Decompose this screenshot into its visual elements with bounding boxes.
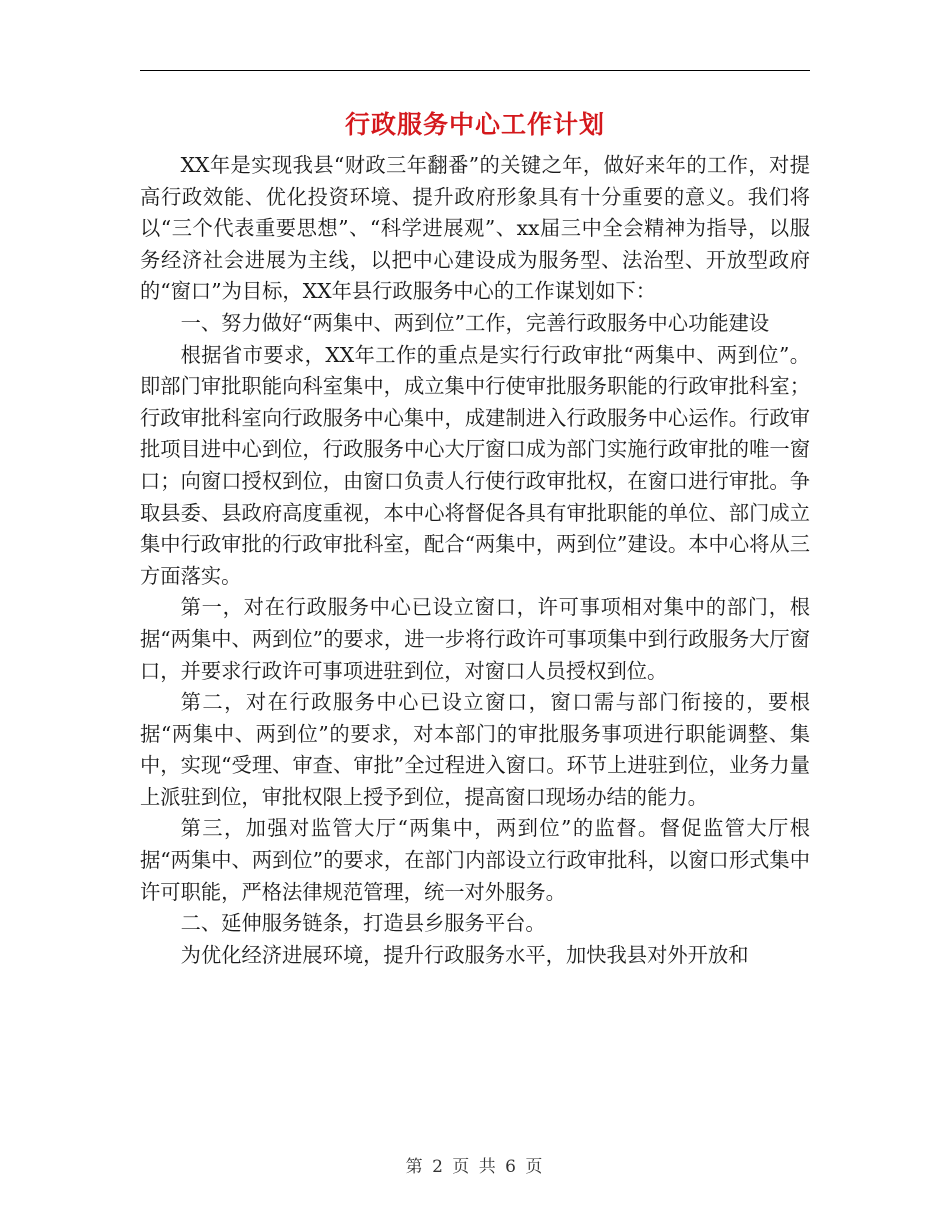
paragraph-requirements: 根据省市要求，XX年工作的重点是实行行政审批“两集中、两到位”。即部门审批职能向科室集中，成立集中行使审批服务职能的行政审批科室；行政审批科室向行政服务中心集中，成建制进入行政服务中心运作。行政审批项目进中心到位，行政服务中心大厅窗口成为部门实施行政审批的唯一窗口；向窗口授权到位，由窗口负责人行使行政审批权，在窗口进行审批。争取县委、县政府高度重视，本中心将督促各具有审批职能的单位、部门成立集中行政审批的行政审批科室，配合“两集中，两到位”建设。本中心将从三方面落实。 [140,342,810,588]
paragraph-third-point: 第三，加强对监管大厅“两集中，两到位”的监督。督促监管大厅根据“两集中、两到位”的要求，在部门内部设立行政审批科，以窗口形式集中许可职能，严格法律规范管理，统一对外服务。 [140,816,810,904]
header-rule [140,70,810,71]
section-heading-2: 二、延伸服务链条，打造县乡服务平台。 [180,911,546,936]
document-title: 行政服务中心工作计划 [344,110,605,139]
section-heading-1: 一、努力做好“两集中、两到位”工作，完善行政服务中心功能建设 [180,310,770,335]
paragraph-first-point: 第一，对在行政服务中心已设立窗口，许可事项相对集中的部门，根据“两集中、两到位”的要求，进一步将行政许可事项集中到行政服务大厅窗口，并要求行政许可事项进驻到位，对窗口人员授权到位。 [140,595,810,683]
page-number: 第 2 页 共 6 页 [405,1157,545,1177]
paragraph-service-chain: 为优化经济进展环境，提升行政服务水平，加快我县对外开放和 [180,942,749,967]
document-body [140,150,810,971]
paragraph-second-point: 第二，对在行政服务中心已设立窗口，窗口需与部门衔接的，要根据“两集中、两到位”的要求，对本部门的审批服务事项进行职能调整、集中，实现“受理、审查、审批”全过程进入窗口。环节上进驻到位，业务力量上派驻到位，审批权限上授予到位，提高窗口现场办结的能力。 [140,690,810,809]
paragraph-intro: XX年是实现我县“财政三年翻番”的关键之年，做好来年的工作，对提高行政效能、优化投资环境、提升政府形象具有十分重要的意义。我们将以“三个代表重要思想”、“科学进展观”、xx届三中全会精神为指导，以服务经济社会进展为主线，以把中心建设成为服务型、法治型、开放型政府的“窗口”为目标，XX年县行政服务中心的工作谋划如下： [140,153,810,304]
